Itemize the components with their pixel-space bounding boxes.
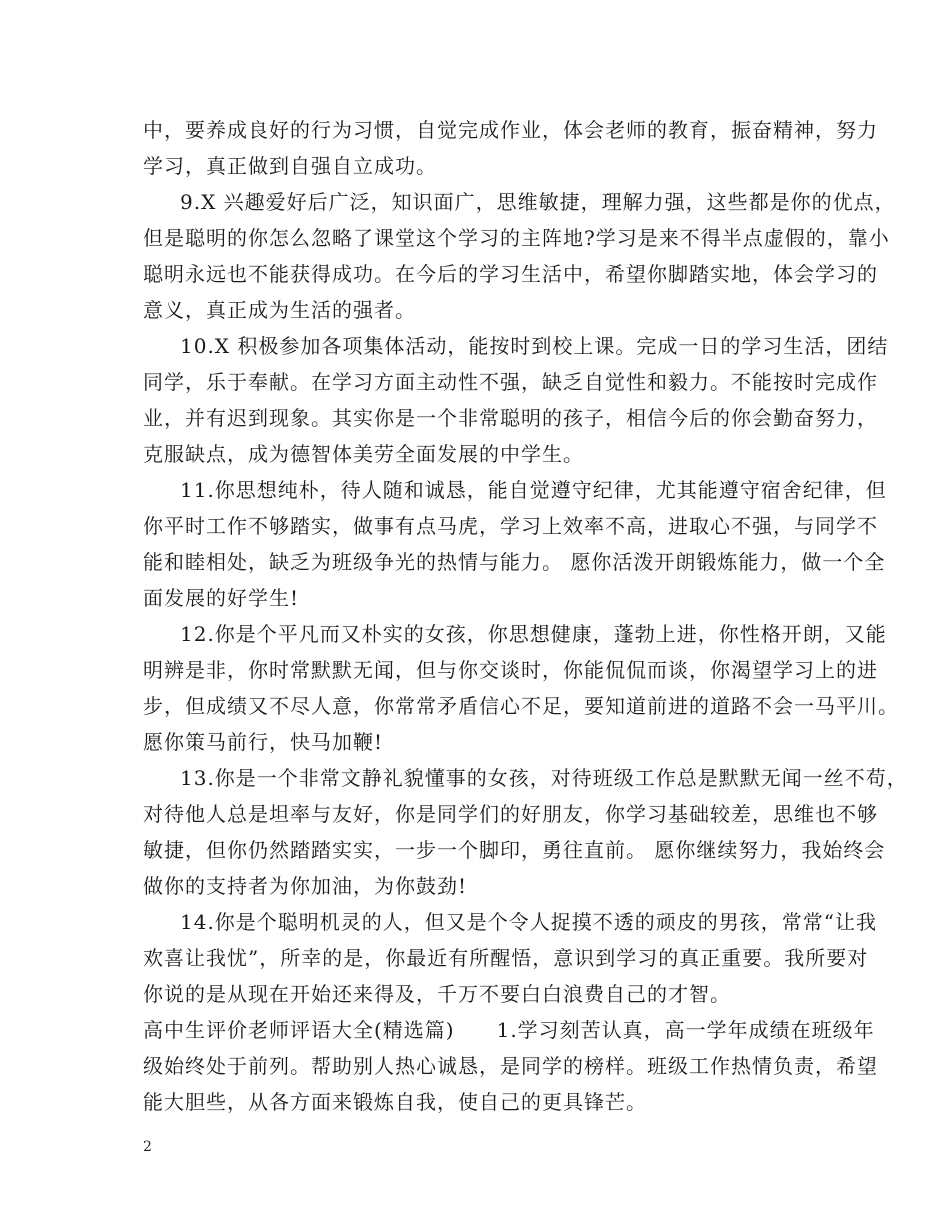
text-line — [0, 254, 950, 294]
line-text: 14.你是个聪明机灵的人，但又是个令人捉摸不透的顽皮的男孩，常常“让我 — [180, 910, 878, 934]
text-line — [0, 182, 950, 222]
line-text: 12.你是个平凡而又朴实的女孩，你思想健康，蓬勃上进，你性格开朗，又能 — [180, 622, 887, 646]
line-text: 你说的是从现在开始还来得及，千万不要白白浪费自己的才智。 — [143, 982, 731, 1006]
line-text: 愿你策马前行，快马加鞭! — [143, 730, 384, 754]
line-text: 对待他人总是坦率与友好，你是同学们的好朋友，你学习基础较差，思维也不够 — [143, 802, 878, 826]
text-line — [0, 146, 950, 186]
text-line — [0, 1046, 950, 1086]
text-line — [0, 974, 950, 1014]
text-line — [0, 326, 950, 366]
line-text: 面发展的好学生! — [143, 586, 300, 610]
line-text: 10.X 积极参加各项集体活动，能按时到校上课。完成一日的学习生活，团结 — [180, 334, 889, 358]
text-line — [0, 578, 950, 618]
text-line — [0, 398, 950, 438]
text-line — [0, 902, 950, 942]
line-text: 中，要养成良好的行为习惯，自觉完成作业，体会老师的教育，振奋精神，努力 — [143, 118, 878, 142]
line-text: 步，但成绩又不尽人意，你常常矛盾信心不足，要知道前进的道路不会一马平川。 — [143, 694, 899, 718]
line-text: 9.X 兴趣爱好后广泛，知识面广，思维敏捷，理解力强，这些都是你的优点， — [180, 190, 896, 214]
line-text: 高中生评价老师评语大全(精选篇) 1.学习刻苦认真，高一学年成绩在班级年 — [143, 1018, 875, 1042]
text-line — [0, 1010, 950, 1050]
text-line — [0, 938, 950, 978]
line-text: 但是聪明的你怎么忽略了课堂这个学习的主阵地?学习是来不得半点虚假的，靠小 — [143, 226, 890, 250]
text-line — [0, 1082, 950, 1122]
line-text: 同学，乐于奉献。在学习方面主动性不强，缺乏自觉性和毅力。不能按时完成作 — [143, 370, 878, 394]
line-text: 13.你是一个非常文静礼貌懂事的女孩，对待班级工作总是默默无闻一丝不苟， — [180, 766, 908, 790]
line-text: 敏捷，但你仍然踏踏实实，一步一个脚印，勇往直前。 愿你继续努力，我始终会 — [143, 838, 886, 862]
text-line — [0, 110, 950, 150]
line-text: 克服缺点，成为德智体美劳全面发展的中学生。 — [143, 442, 584, 466]
text-line — [0, 830, 950, 870]
text-line — [0, 542, 950, 582]
line-text: 欢喜让我忧”，所幸的是，你最近有所醒悟，意识到学习的真正重要。我所要对 — [143, 946, 869, 970]
text-line — [0, 614, 950, 654]
line-text: 明辨是非，你时常默默无闻，但与你交谈时，你能侃侃而谈，你渴望学习上的进 — [143, 658, 878, 682]
line-text: 业，并有迟到现象。其实你是一个非常聪明的孩子，相信今后的你会勤奋努力， — [143, 406, 878, 430]
text-line — [0, 218, 950, 258]
line-text: 聪明永远也不能获得成功。在今后的学习生活中，希望你脚踏实地，体会学习的 — [143, 262, 878, 286]
line-text: 学习，真正做到自强自立成功。 — [143, 154, 437, 178]
line-text: 能大胆些，从各方面来锻炼自我，使自己的更具锋芒。 — [143, 1090, 647, 1114]
text-line — [0, 362, 950, 402]
page-number: 2 — [143, 1139, 152, 1155]
line-text: 11.你思想纯朴，待人随和诚恳，能自觉遵守纪律，尤其能遵守宿舍纪律，但 — [180, 478, 887, 502]
text-line — [0, 686, 950, 726]
line-text: 级始终处于前列。帮助别人热心诚恳，是同学的榜样。班级工作热情负责，希望 — [143, 1054, 878, 1078]
text-line — [0, 506, 950, 546]
text-line — [0, 758, 950, 798]
line-text: 你平时工作不够踏实，做事有点马虎，学习上效率不高，进取心不强，与同学不 — [143, 514, 878, 538]
text-line — [0, 866, 950, 906]
text-line — [0, 290, 950, 330]
text-line — [0, 470, 950, 510]
line-text: 做你的支持者为你加油，为你鼓劲! — [143, 874, 468, 898]
line-text: 意义，真正成为生活的强者。 — [143, 298, 416, 322]
text-line — [0, 650, 950, 690]
text-line — [0, 722, 950, 762]
line-text: 能和睦相处，缺乏为班级争光的热情与能力。 愿你活泼开朗锻炼能力，做一个全 — [143, 550, 886, 574]
text-line — [0, 434, 950, 474]
text-line — [0, 794, 950, 834]
